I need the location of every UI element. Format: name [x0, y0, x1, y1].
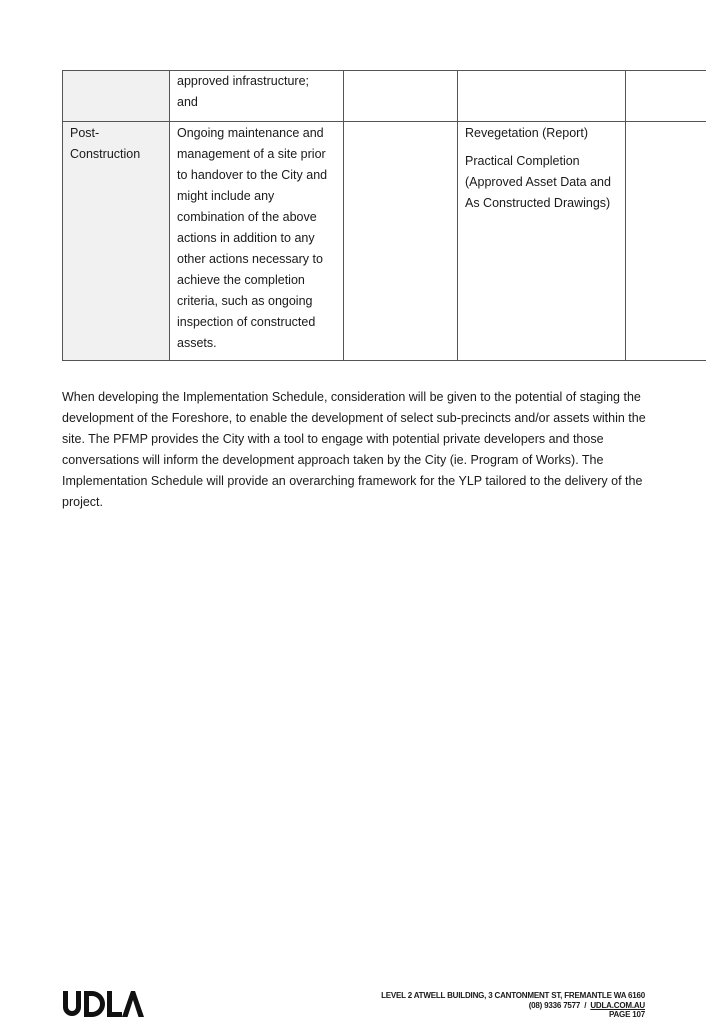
deliverable-item: Practical Completion (Approved Asset Data and As Constructed Drawings): [465, 151, 619, 214]
description-text: Ongoing maintenance and management of a site prior to handover to the City and might include any combination of the above actions in addition to any other actions necessary to achieve the completion criteria, such as ongoing inspection of constructed assets.: [177, 126, 327, 350]
table-row: [63, 122, 706, 361]
footer-address: LEVEL 2 ATWELL BUILDING, 3 CANTONMENT ST, FREMANTLE WA 6160: [381, 991, 645, 1001]
empty-cell: [344, 122, 458, 361]
deliverables-cell: [458, 122, 626, 361]
body-paragraph: When developing the Implementation Schedule, consideration will be given to the potential of staging the development of the Foreshore, to enable the development of select sub-precincts and/or assets within the site. The PFMP provides the City with a tool to engage with potential private developers and those conversations will inform the development approach taken by the City (ie. Program of Works). The Implementation Schedule will provide an overarching framework for the YLP tailored to the delivery of the project.: [62, 387, 652, 513]
footer-website-link[interactable]: UDLA.COM.AU: [590, 1001, 645, 1010]
page-number: PAGE 107: [381, 1010, 645, 1020]
stage-cell: [63, 71, 170, 122]
empty-cell: [626, 71, 706, 122]
description-cell: [170, 122, 344, 361]
implementation-table: [62, 70, 706, 361]
description-text: approved infrastructure; and: [177, 74, 309, 109]
footer-contact: [381, 1001, 645, 1011]
empty-cell: [344, 71, 458, 122]
footer-separator: /: [584, 1001, 586, 1010]
udla-logo: [62, 989, 144, 1019]
stage-label: Post- Construction: [70, 126, 140, 161]
page-footer: [381, 991, 645, 1020]
deliverable-item: Revegetation (Report): [465, 123, 619, 144]
stage-cell: [63, 122, 170, 361]
table-row: [63, 71, 706, 122]
footer-phone: (08) 9336 7577: [529, 1001, 580, 1010]
empty-cell: [626, 122, 706, 361]
deliverables-cell: [458, 71, 626, 122]
description-cell: [170, 71, 344, 122]
